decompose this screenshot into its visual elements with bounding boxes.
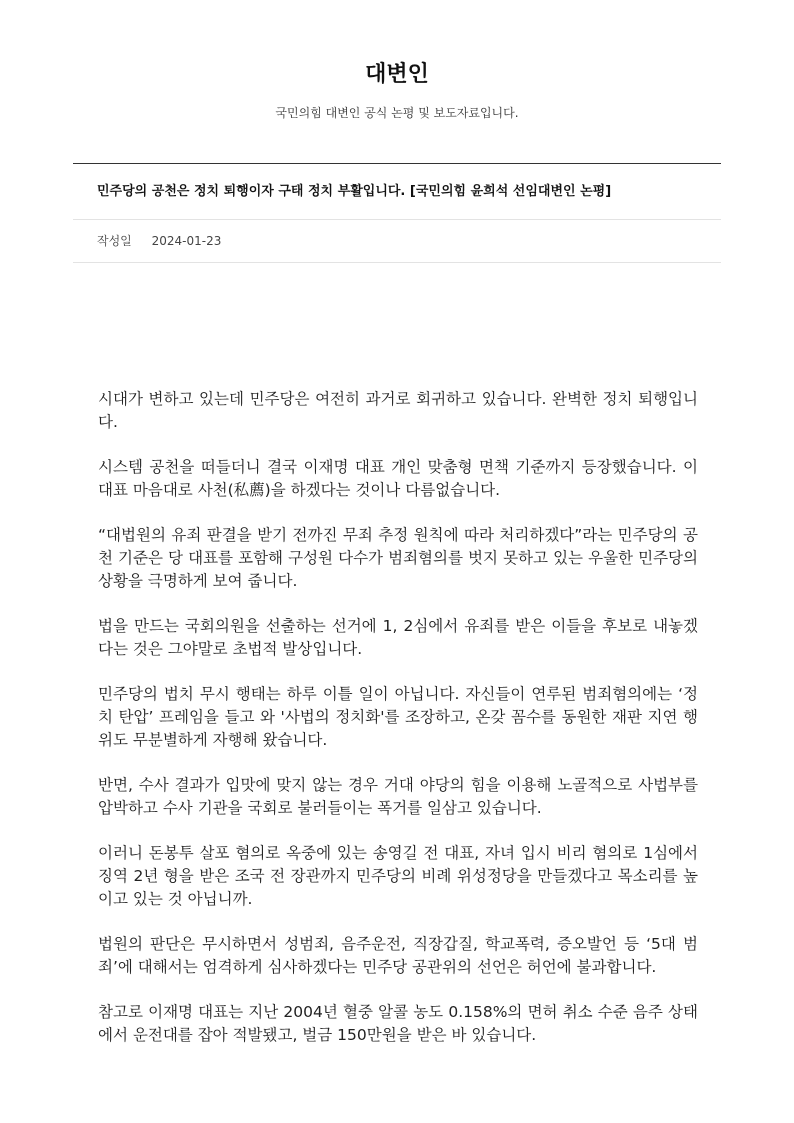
page-subtitle: 국민의힘 대변인 공식 논평 및 보도자료입니다.	[275, 106, 519, 120]
paragraph: “대법원의 유죄 판결을 받기 전까진 무죄 추정 원칙에 따라 처리하겠다”라는 민주당의 공천 기준은 당 대표를 포함해 구성원 다수가 범죄혐의를 벗지 못하고 있는 우울한 민주당의 상황을 극명하게 보여 줍니다.	[98, 526, 698, 590]
paragraph: 시대가 변하고 있는데 민주당은 여전히 과거로 회귀하고 있습니다. 완벽한 정치 퇴행입니다.	[98, 390, 698, 431]
article-title: 민주당의 공천은 정치 퇴행이자 구태 정치 부활입니다. [국민의힘 윤희석 선임대변인 논평]	[73, 164, 721, 220]
paragraph: 법원의 판단은 무시하면서 성범죄, 음주운전, 직장갑질, 학교폭력, 증오발언 등 ‘5대 범죄’에 대해서는 엄격하게 심사하겠다는 민주당 공관위의 선언은 허언에 불과합니다.	[98, 935, 698, 976]
paragraph: 법을 만드는 국회의원을 선출하는 선거에 1, 2심에서 유죄를 받은 이들을 후보로 내놓겠다는 것은 그야말로 초법적 발상입니다.	[98, 617, 698, 658]
date-value: 2024-01-23	[151, 234, 222, 248]
paragraph: 반면, 수사 결과가 입맛에 맞지 않는 경우 거대 야당의 힘을 이용해 노골적으로 사법부를 압박하고 수사 기관을 국회로 불러들이는 폭거를 일삼고 있습니다.	[98, 776, 698, 817]
page-header	[0, 0, 794, 122]
date-label: 작성일	[97, 234, 132, 248]
article-body	[98, 388, 698, 1069]
paragraph: 이러니 돈봉투 살포 혐의로 옥중에 있는 송영길 전 대표, 자녀 입시 비리 혐의로 1심에서 징역 2년 형을 받은 조국 전 장관까지 민주당의 비례 위성정당을 만들겠다고 목소리를 높이고 있는 것 아닙니까.	[98, 844, 698, 908]
article-header	[73, 163, 721, 263]
article-meta	[73, 220, 721, 263]
paragraph: 참고로 이재명 대표는 지난 2004년 혈중 알콜 농도 0.158%의 면허 취소 수준 음주 상태에서 운전대를 잡아 적발됐고, 벌금 150만원을 받은 바 있습니다.	[98, 1003, 698, 1044]
page-title: 대변인	[365, 62, 429, 87]
paragraph: 시스템 공천을 떠들더니 결국 이재명 대표 개인 맞춤형 면책 기준까지 등장했습니다. 이 대표 마음대로 사천(私薦)을 하겠다는 것이나 다름없습니다.	[98, 458, 698, 499]
paragraph: 민주당의 법치 무시 행태는 하루 이틀 일이 아닙니다. 자신들이 연루된 범죄혐의에는 ‘정치 탄압’ 프레임을 들고 와 '사법의 정치화'를 조장하고, 온갖 꼼수를 동원한 재판 지연 행위도 무분별하게 자행해 왔습니다.	[98, 685, 698, 749]
